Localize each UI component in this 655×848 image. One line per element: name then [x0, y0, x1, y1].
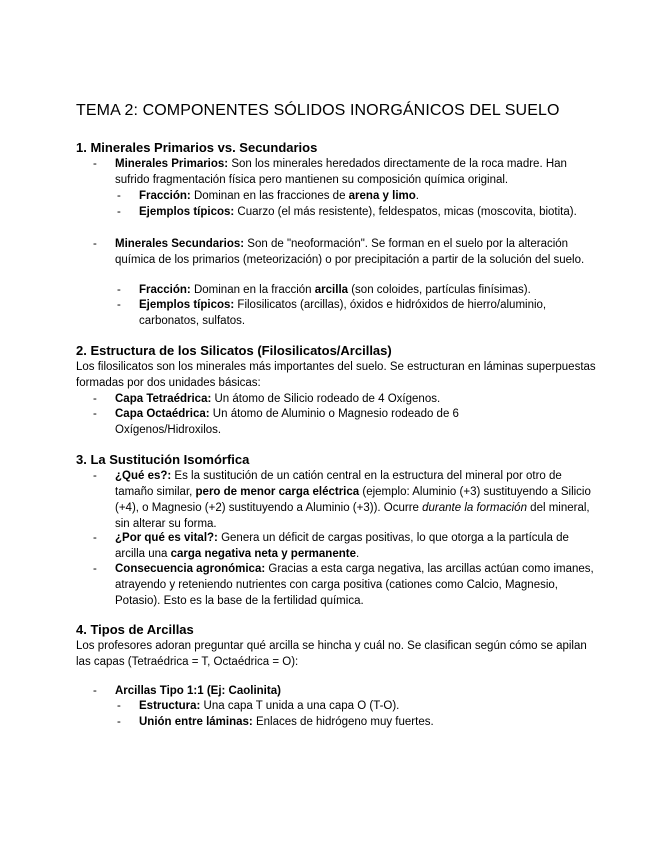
list-item-estructura	[117, 698, 594, 714]
item-text: Dominan en la fracción	[190, 284, 315, 296]
item-label: Fracción:	[139, 190, 191, 202]
bullet: -	[93, 532, 97, 544]
item-text: Son de "neoformación". Se forman en el suelo por la alteración química de los primarios (meteorización) o por precipitación a partir de la solución del suelo.	[115, 238, 585, 266]
bullet: -	[117, 299, 121, 311]
item-text: (ejemplo: Aluminio (+3) sustituyendo a Silicio (+4), o Magnesio (+2) sustituyendo a Aluminio (+3)). Ocurre	[115, 486, 591, 514]
item-label: Capa Tetraédrica:	[115, 393, 212, 405]
item-emphasis: pero de menor carga eléctrica	[195, 486, 360, 498]
item-text: .	[415, 190, 419, 202]
list-item-primarios-fraccion	[117, 188, 594, 204]
item-label: Capa Octaédrica:	[115, 408, 210, 420]
list-item-union	[117, 714, 594, 730]
item-text: Filosilicatos (arcillas), óxidos e hidróxidos de hierro/aluminio, carbonatos, sulfatos.	[139, 299, 547, 327]
bullet: -	[93, 393, 97, 405]
bullet: -	[93, 408, 97, 420]
item-label: Consecuencia agronómica:	[115, 563, 266, 575]
bullet: -	[117, 716, 121, 728]
item-text: Un átomo de Silicio rodeado de 4 Oxígenos.	[211, 393, 441, 405]
item-text: Cuarzo (el más resistente), feldespatos, micas (moscovita, biotita).	[234, 206, 577, 218]
list-item-secundarios	[93, 236, 595, 268]
item-emphasis: carga negativa neta y permanente	[170, 548, 356, 560]
item-text: Son los minerales heredados directamente de la roca madre. Han sufrido fragmentación física pero mantienen su composición química original.	[115, 158, 567, 186]
item-label: ¿Por qué es vital?:	[115, 532, 218, 544]
list-item-secundarios-ejemplos	[117, 297, 594, 329]
list-item-que-es	[93, 468, 595, 532]
item-text: Es la sustitución de un catión central en la estructura del mineral por otro de tamaño similar,	[115, 470, 562, 498]
section-3-heading: 3. La Sustitución Isomórfica	[76, 452, 250, 467]
section-2-heading: 2. Estructura de los Silicatos (Filosilicatos/Arcillas)	[76, 343, 392, 358]
bullet: -	[117, 206, 121, 218]
item-text: Enlaces de hidrógeno muy fuertes.	[252, 716, 434, 728]
item-label: Ejemplos típicos:	[139, 299, 235, 311]
bullet: -	[117, 190, 121, 202]
list-item-consecuencia	[93, 561, 595, 609]
item-text: Un átomo de Aluminio o Magnesio rodeado de 6 Oxígenos/Hidroxilos.	[115, 408, 459, 436]
list-item-octaedrica	[93, 406, 515, 438]
item-text: Una capa T unida a una capa O (T-O).	[200, 700, 400, 712]
item-text: Gracias a esta carga negativa, las arcillas actúan como imanes, atrayendo y reteniendo nutrientes con carga positiva (cationes como Calcio, Magnesio, Potasio). Esto es la base de la fertilidad química.	[115, 563, 594, 607]
list-item-tipo-1-1	[93, 683, 595, 699]
item-label: Minerales Secundarios:	[115, 238, 245, 250]
bullet: -	[117, 284, 121, 296]
item-emphasis: arena y limo	[348, 190, 416, 202]
list-item-tetraedrica	[93, 391, 595, 407]
item-label: Ejemplos típicos:	[139, 206, 235, 218]
item-label: Estructura:	[139, 700, 201, 712]
item-text: .	[355, 548, 360, 560]
item-label: Unión entre láminas:	[139, 716, 253, 728]
section-4-intro: Los profesores adoran preguntar qué arcilla se hincha y cuál no. Se clasifican según cómo se apilan las capas (Tetraédrica = T, Octaédrica = O):	[76, 640, 587, 668]
bullet: -	[117, 700, 121, 712]
item-label: Arcillas Tipo 1:1 (Ej: Caolinita)	[115, 685, 281, 697]
item-text: Genera un déficit de cargas positivas, lo que otorga a la partícula de arcilla una	[115, 532, 569, 560]
section-1-heading: 1. Minerales Primarios vs. Secundarios	[76, 140, 318, 155]
bullet: -	[93, 563, 97, 575]
list-item-por-que	[93, 530, 595, 562]
bullet: -	[93, 470, 97, 482]
section-4-heading: 4. Tipos de Arcillas	[76, 622, 194, 637]
bullet: -	[93, 685, 97, 697]
item-label: Minerales Primarios:	[115, 158, 229, 170]
item-label: ¿Qué es?:	[115, 470, 172, 482]
document-title: TEMA 2: COMPONENTES SÓLIDOS INORGÁNICOS DEL SUELO	[76, 102, 560, 119]
item-text: del mineral, sin alterar su forma.	[115, 502, 590, 530]
list-item-primarios-ejemplos	[117, 204, 594, 220]
item-label: Fracción:	[139, 284, 191, 296]
list-item-secundarios-fraccion	[117, 282, 594, 298]
item-text: (son coloides, partículas finísimas).	[348, 284, 531, 296]
bullet: -	[93, 238, 97, 250]
item-italic: durante la formación	[422, 502, 527, 514]
bullet: -	[93, 158, 97, 170]
item-text: Dominan en las fracciones de	[190, 190, 349, 202]
section-2-intro: Los filosilicatos son los minerales más importantes del suelo. Se estructuran en láminas superpuestas formadas por dos unidades básicas:	[76, 361, 596, 389]
list-item-primarios	[93, 156, 595, 188]
item-emphasis: arcilla	[314, 284, 349, 296]
